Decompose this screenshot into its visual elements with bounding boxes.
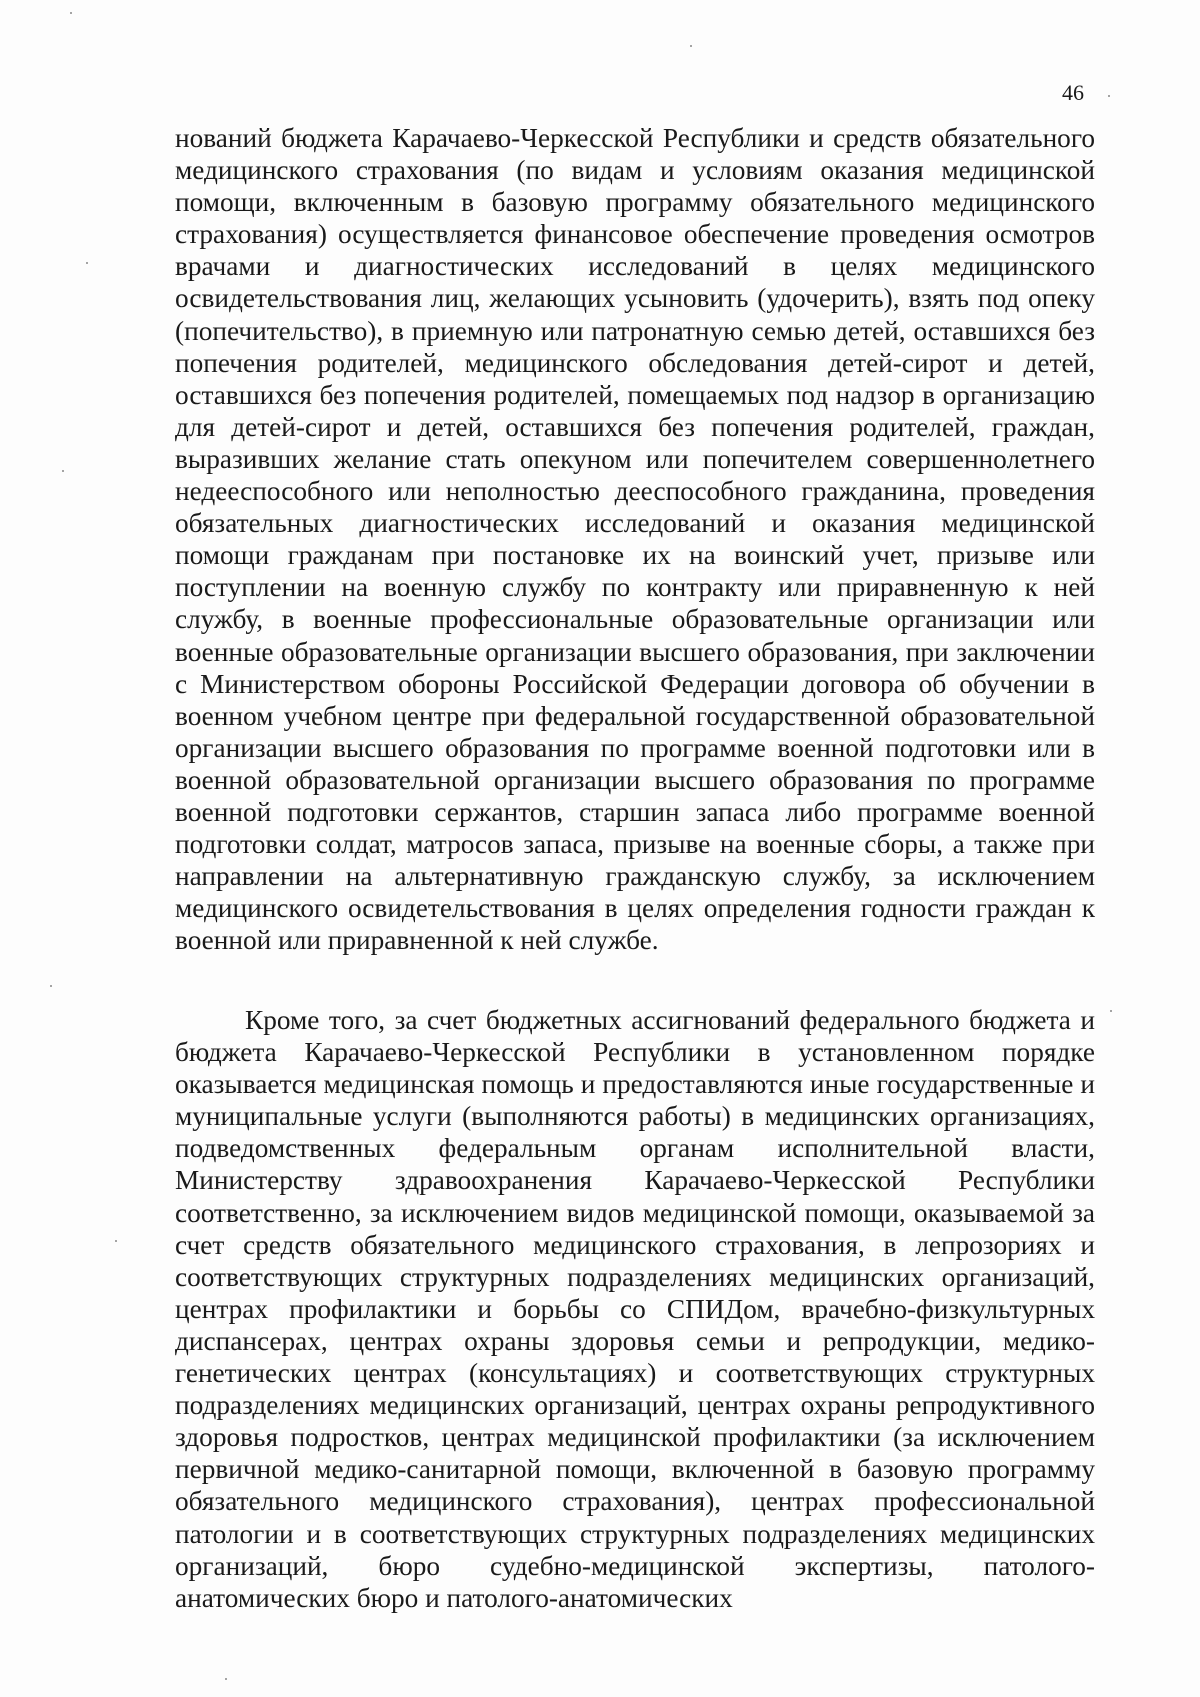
scan-speck xyxy=(70,12,72,14)
scan-speck xyxy=(690,45,692,47)
scan-speck xyxy=(50,985,52,987)
scan-speck xyxy=(1110,1010,1112,1012)
scan-speck xyxy=(1108,95,1110,97)
scan-speck xyxy=(225,1678,227,1680)
paragraph-2: Кроме того, за счет бюджетных ассигнований федерального бюджета и бюджета Карачаево-Черкесской Республики в установленном порядке оказывается медицинская помощь и предоставляются иные государственные и муниципальные услуги (выполняются работы) в медицинских организациях, подведомственных федеральным органам исполнительной власти, Министерству здравоохранения Карачаево-Черкесской Республики соответственно, за исключением видов медицинской помощи, оказываемой за счет средств обязательного медицинского страхования, в лепрозориях и соответствующих структурных подразделениях медицинских организаций, центрах профилактики и борьбы со СПИДом, врачебно-физкультурных диспансерах, центрах охраны здоровья семьи и репродукции, медикогенетических центрах (консультациях) и соответствующих структурных подразделениях медицинских организаций, центрах охраны репродуктивного здоровья подростков, центрах медицинской профилактики (за исключением первичной медико-санитарной помощи, включенной в базовую программу обязательного медицинского страхования), центрах профессиональной патологии и в соответствующих структурных подразделениях медицинских организаций, бюро судебно-медицинской экспертизы, патолого-анатомических бюро и патолого-анатомических xyxy=(175,1005,1095,1613)
scan-speck xyxy=(62,470,64,472)
page-number: 46 xyxy=(1062,80,1084,105)
paragraph-1: нований бюджета Карачаево-Черкесской Республики и средств обязательного медицинского страхования (по видам и условиям оказания медицинской помощи, включенным в базовую программу обязательного медицинского страхования) осуществляется финансовое обеспечение проведения осмотров врачами и диагностических исследований в целях медицинского освидетельствования лиц, желающих усыновить (удочерить), взять под опеку (попечительство), в приемную или патронатную семью детей, оставшихся без попечения родителей, медицинского обследования детей-сирот и детей, оставшихся без попечения родителей, помещаемых под надзор в организацию для детей-сирот и детей, оставшихся без попечения родителей, граждан, выразивших желание стать опекуном или попечителем совершеннолетнего недееспособного или неполностью дееспособного гражданина, проведения обязательных диагностических исследований и оказания медицинской помощи гражданам при постановке их на воинский учет, призыве или поступлении на военную службу по контракту или приравненную к ней службу, в военные профессиональные образовательные организации или военные образовательные организации высшего образования, при заключении с Министерством обороны Российской Федерации договора об обучении в военном учебном центре при федеральной государственной образовательной организации высшего образования по программе военной подготовки или в военной образовательной организации высшего образования по программе военной подготовки сержантов, старшин запаса либо программе военной подготовки солдат, матросов запаса, призыве на военные сборы, а также при направлении на альтернативную гражданскую службу, за исключением медицинского освидетельствования в целях определения годности граждан к военной или приравненной к ней службе. xyxy=(175,123,1095,956)
scan-speck xyxy=(115,1240,117,1242)
scan-speck xyxy=(86,262,88,264)
